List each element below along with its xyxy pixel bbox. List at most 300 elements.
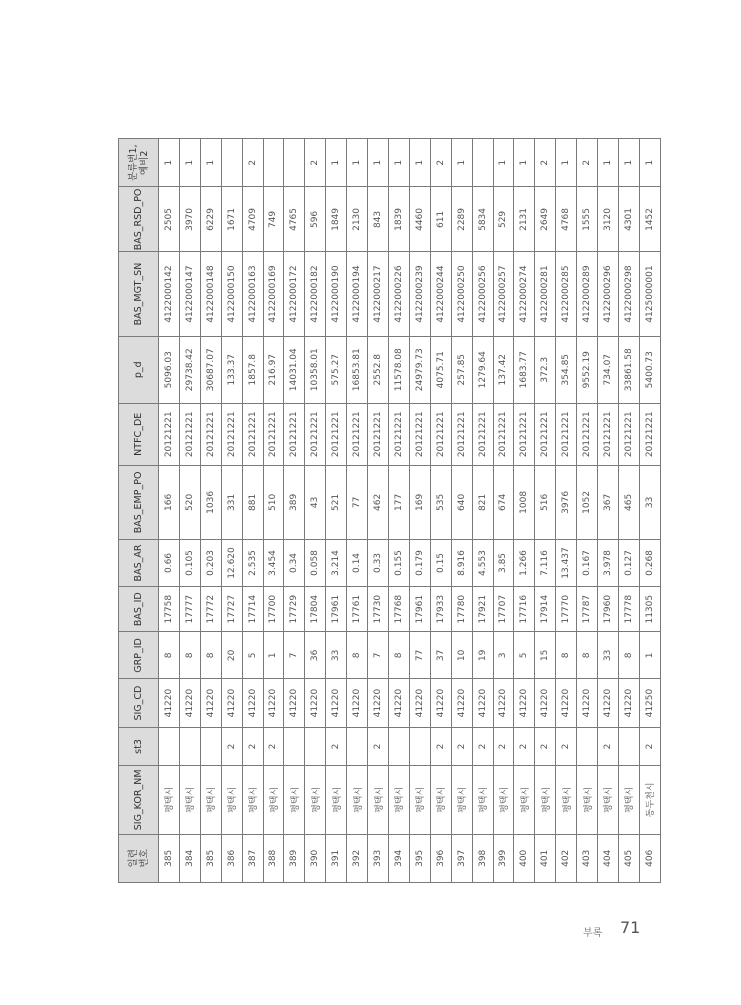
table-cell: 41220 (451, 679, 472, 727)
table-cell: 2 (493, 727, 514, 765)
table-cell: 0.33 (368, 540, 389, 587)
table-cell (347, 727, 368, 765)
table-cell: 406 (639, 834, 660, 882)
table-cell: 4122000217 (368, 252, 389, 336)
table-cell: 393 (368, 834, 389, 882)
rotated-table-wrapper (118, 138, 657, 883)
table-cell: 2 (221, 727, 242, 765)
table-cell: 11578.08 (388, 336, 409, 403)
table-cell: 674 (493, 465, 514, 539)
table-row (242, 139, 263, 883)
table-cell: 24979.73 (409, 336, 430, 403)
table-cell: 8.916 (451, 540, 472, 587)
table-cell: 4122000190 (326, 252, 347, 336)
table-cell: 529 (493, 187, 514, 252)
table-cell: 5834 (472, 187, 493, 252)
table-cell: 401 (535, 834, 556, 882)
table-header-row (119, 139, 159, 883)
table-cell: 392 (347, 834, 368, 882)
table-cell: 2649 (535, 187, 556, 252)
table-cell: 평택시 (618, 766, 639, 835)
table-cell: 5 (514, 632, 535, 679)
table-cell: 2 (639, 727, 660, 765)
table-cell: 2 (305, 139, 326, 187)
table-cell: 1 (326, 139, 347, 187)
table-cell: 4122000281 (535, 252, 556, 336)
table-cell: 133.37 (221, 336, 242, 403)
page-number: 71 (620, 918, 641, 937)
table-cell: 388 (263, 834, 284, 882)
table-cell: 1857.8 (242, 336, 263, 403)
column-header: BAS_MGT_SN (119, 252, 159, 336)
table-cell: 2 (263, 727, 284, 765)
table-cell: 4122000182 (305, 252, 326, 336)
column-header: 분류번1, 예비2 (119, 139, 159, 187)
table-cell: 2131 (514, 187, 535, 252)
table-cell: 77 (409, 632, 430, 679)
table-cell: 5 (242, 632, 263, 679)
table-cell: 3120 (598, 187, 619, 252)
table-cell: 0.14 (347, 540, 368, 587)
table-cell: 41220 (514, 679, 535, 727)
table-cell: 20121221 (242, 403, 263, 465)
table-cell: 2289 (451, 187, 472, 252)
table-cell: 20121221 (159, 403, 180, 465)
column-header: BAS_ID (119, 586, 159, 632)
table-cell: 8 (388, 632, 409, 679)
table-cell: 3976 (556, 465, 577, 539)
table-cell: 4075.71 (430, 336, 451, 403)
table-cell: 4460 (409, 187, 430, 252)
table-cell: 177 (388, 465, 409, 539)
table-cell: 1452 (639, 187, 660, 252)
table-cell: 1052 (577, 465, 598, 539)
table-cell: 394 (388, 834, 409, 882)
table-cell: 평택시 (451, 766, 472, 835)
table-row (368, 139, 389, 883)
table-row (159, 139, 180, 883)
table-cell: 17700 (263, 586, 284, 632)
table-cell: 2 (430, 727, 451, 765)
table-cell: 17727 (221, 586, 242, 632)
table-cell: 평택시 (388, 766, 409, 835)
table-cell: 41220 (326, 679, 347, 727)
table-cell (409, 727, 430, 765)
table-cell: 17961 (409, 586, 430, 632)
table-cell: 37 (430, 632, 451, 679)
table-cell: 17770 (556, 586, 577, 632)
table-cell: 402 (556, 834, 577, 882)
data-table (118, 138, 661, 883)
table-row (618, 139, 639, 883)
table-cell: 41220 (263, 679, 284, 727)
table-cell: 7 (368, 632, 389, 679)
table-cell: 4122000289 (577, 252, 598, 336)
table-cell: 4122000257 (493, 252, 514, 336)
table-cell: 734.07 (598, 336, 619, 403)
table-cell: 354.85 (556, 336, 577, 403)
table-cell: 33 (598, 632, 619, 679)
table-cell: 19 (472, 632, 493, 679)
table-cell: 8 (200, 632, 221, 679)
table-cell: 611 (430, 187, 451, 252)
table-cell: 2 (368, 727, 389, 765)
table-cell: 462 (368, 465, 389, 539)
table-cell: 33861.58 (618, 336, 639, 403)
table-cell: 41220 (179, 679, 200, 727)
table-cell: 41220 (200, 679, 221, 727)
table-cell: 4122000148 (200, 252, 221, 336)
table-cell (618, 727, 639, 765)
table-cell: 404 (598, 834, 619, 882)
table-cell: 20121221 (535, 403, 556, 465)
table-cell: 17716 (514, 586, 535, 632)
table-cell: 20121221 (347, 403, 368, 465)
table-row (598, 139, 619, 883)
table-cell: 2552.8 (368, 336, 389, 403)
table-cell: 16853.81 (347, 336, 368, 403)
table-cell (284, 727, 305, 765)
table-cell: 17921 (472, 586, 493, 632)
table-cell: 10 (451, 632, 472, 679)
table-cell: 평택시 (577, 766, 598, 835)
table-cell: 1555 (577, 187, 598, 252)
table-cell: 0.66 (159, 540, 180, 587)
table-cell: 521 (326, 465, 347, 539)
table-cell: 4122000169 (263, 252, 284, 336)
table-cell: 391 (326, 834, 347, 882)
table-cell: 0.203 (200, 540, 221, 587)
column-header: p_d (119, 336, 159, 403)
table-cell: 2 (472, 727, 493, 765)
table-cell: 3.454 (263, 540, 284, 587)
table-cell: 20121221 (472, 403, 493, 465)
table-cell: 4122000296 (598, 252, 619, 336)
table-cell: 399 (493, 834, 514, 882)
table-cell: 평택시 (556, 766, 577, 835)
table-cell: 17961 (326, 586, 347, 632)
table-cell: 843 (368, 187, 389, 252)
table-cell: 1 (409, 139, 430, 187)
table-row (347, 139, 368, 883)
table-cell: 41220 (430, 679, 451, 727)
table-cell: 20121221 (200, 403, 221, 465)
table-cell: 3.978 (598, 540, 619, 587)
table-cell: 평택시 (514, 766, 535, 835)
table-cell: 640 (451, 465, 472, 539)
table-cell: 30687.07 (200, 336, 221, 403)
table-cell: 17714 (242, 586, 263, 632)
table-row (263, 139, 284, 883)
table-cell: 10358.01 (305, 336, 326, 403)
table-cell: 17707 (493, 586, 514, 632)
table-cell: 1 (618, 139, 639, 187)
table-cell: 41220 (242, 679, 263, 727)
table-cell: 372.3 (535, 336, 556, 403)
table-cell: 2 (598, 727, 619, 765)
table-cell: 8 (618, 632, 639, 679)
table-cell: 405 (618, 834, 639, 882)
table-cell (388, 727, 409, 765)
table-row (284, 139, 305, 883)
table-cell: 5400.73 (639, 336, 660, 403)
table-cell: 20121221 (618, 403, 639, 465)
table-body (159, 139, 661, 883)
table-cell: 1 (388, 139, 409, 187)
table-cell (305, 727, 326, 765)
table-cell: 20121221 (577, 403, 598, 465)
table-cell: 77 (347, 465, 368, 539)
table-row (514, 139, 535, 883)
table-cell: 1 (493, 139, 514, 187)
column-header: BAS_EMP_PO (119, 465, 159, 539)
table-cell: 4122000150 (221, 252, 242, 336)
column-header: SIG_CD (119, 679, 159, 727)
table-cell: 367 (598, 465, 619, 539)
table-cell: 7.116 (535, 540, 556, 587)
table-cell: 동두천시 (639, 766, 660, 835)
table-cell: 20121221 (639, 403, 660, 465)
table-cell: 2 (326, 727, 347, 765)
table-cell: 4765 (284, 187, 305, 252)
table-cell: 0.268 (639, 540, 660, 587)
table-cell: 398 (472, 834, 493, 882)
table-cell: 17761 (347, 586, 368, 632)
table-cell: 385 (159, 834, 180, 882)
table-cell: 17768 (388, 586, 409, 632)
table-cell: 8 (179, 632, 200, 679)
table-cell: 17960 (598, 586, 619, 632)
table-cell: 1 (200, 139, 221, 187)
table-cell: 397 (451, 834, 472, 882)
table-cell: 400 (514, 834, 535, 882)
table-cell: 0.127 (618, 540, 639, 587)
table-cell: 17730 (368, 586, 389, 632)
table-cell: 41220 (409, 679, 430, 727)
column-header: BAS_RSD_PO (119, 187, 159, 252)
table-cell: 17778 (618, 586, 639, 632)
table-cell: 평택시 (472, 766, 493, 835)
table-cell: 0.179 (409, 540, 430, 587)
table-row (430, 139, 451, 883)
table-cell: 1 (451, 139, 472, 187)
table-cell: 8 (577, 632, 598, 679)
table-cell: 41220 (368, 679, 389, 727)
table-cell: 20121221 (598, 403, 619, 465)
table-cell: 41220 (493, 679, 514, 727)
table-row (577, 139, 598, 883)
table-cell: 4122000244 (430, 252, 451, 336)
table-cell: 20121221 (451, 403, 472, 465)
table-cell: 41220 (535, 679, 556, 727)
column-header: st3 (119, 727, 159, 765)
table-cell: 17933 (430, 586, 451, 632)
table-cell: 1 (556, 139, 577, 187)
column-header: BAS_AR (119, 540, 159, 587)
table-cell: 평택시 (598, 766, 619, 835)
table-cell: 596 (305, 187, 326, 252)
table-cell: 4122000285 (556, 252, 577, 336)
table-cell: 20121221 (305, 403, 326, 465)
table-cell: 8 (347, 632, 368, 679)
table-cell: 33 (639, 465, 660, 539)
table-cell: 4301 (618, 187, 639, 252)
table-cell: 20 (221, 632, 242, 679)
table-cell: 41220 (388, 679, 409, 727)
table-cell: 1.266 (514, 540, 535, 587)
table-cell: 평택시 (221, 766, 242, 835)
table-cell: 2 (535, 139, 556, 187)
table-cell: 465 (618, 465, 639, 539)
table-cell: 1849 (326, 187, 347, 252)
table-cell: 20121221 (368, 403, 389, 465)
table-cell (179, 727, 200, 765)
table-cell: 20121221 (493, 403, 514, 465)
table-cell: 20121221 (556, 403, 577, 465)
table-cell: 4122000250 (451, 252, 472, 336)
table-cell: 0.15 (430, 540, 451, 587)
table-cell: 1008 (514, 465, 535, 539)
table-cell: 14031.04 (284, 336, 305, 403)
table-cell: 43 (305, 465, 326, 539)
footer-section-label: 부록 (583, 928, 603, 939)
table-cell: 2 (451, 727, 472, 765)
table-cell: 385 (200, 834, 221, 882)
table-cell: 4122000256 (472, 252, 493, 336)
table-cell: 41220 (347, 679, 368, 727)
table-cell: 41220 (221, 679, 242, 727)
table-cell: 0.34 (284, 540, 305, 587)
column-header: SIG_KOR_NM (119, 766, 159, 835)
table-cell: 2 (430, 139, 451, 187)
table-cell: 41220 (305, 679, 326, 727)
table-cell: 1839 (388, 187, 409, 252)
table-cell: 1 (263, 632, 284, 679)
table-cell: 4122000142 (159, 252, 180, 336)
table-cell: 41220 (598, 679, 619, 727)
table-cell: 15 (535, 632, 556, 679)
table-row (326, 139, 347, 883)
table-cell: 11305 (639, 586, 660, 632)
table-cell: 20121221 (284, 403, 305, 465)
table-cell: 396 (430, 834, 451, 882)
table-row (221, 139, 242, 883)
table-cell: 20121221 (388, 403, 409, 465)
table-cell (200, 727, 221, 765)
table-cell: 2505 (159, 187, 180, 252)
table-cell: 881 (242, 465, 263, 539)
table-cell: 17729 (284, 586, 305, 632)
table-cell: 2 (514, 727, 535, 765)
table-cell: 41220 (284, 679, 305, 727)
table-cell: 17772 (200, 586, 221, 632)
table-cell: 4122000172 (284, 252, 305, 336)
table-cell: 3970 (179, 187, 200, 252)
table-cell: 3 (493, 632, 514, 679)
table-cell: 535 (430, 465, 451, 539)
table-cell: 평택시 (200, 766, 221, 835)
table-row (409, 139, 430, 883)
table-cell: 4768 (556, 187, 577, 252)
table-cell: 17758 (159, 586, 180, 632)
table-cell: 575.27 (326, 336, 347, 403)
column-header: NTFC_DE (119, 403, 159, 465)
table-cell: 평택시 (409, 766, 430, 835)
table-cell: 520 (179, 465, 200, 539)
table-cell: 4122000274 (514, 252, 535, 336)
table-cell: 3.214 (326, 540, 347, 587)
table-cell: 20121221 (430, 403, 451, 465)
table-cell: 평택시 (347, 766, 368, 835)
table-cell: 4709 (242, 187, 263, 252)
table-cell (472, 139, 493, 187)
table-cell: 평택시 (179, 766, 200, 835)
table-cell: 2130 (347, 187, 368, 252)
table-cell: 7 (284, 632, 305, 679)
table-cell: 0.058 (305, 540, 326, 587)
table-cell: 1 (368, 139, 389, 187)
table-cell: 0.167 (577, 540, 598, 587)
table-row (388, 139, 409, 883)
table-cell: 821 (472, 465, 493, 539)
table-cell: 평택시 (159, 766, 180, 835)
table-cell: 6229 (200, 187, 221, 252)
table-cell: 12.620 (221, 540, 242, 587)
table-cell: 평택시 (242, 766, 263, 835)
table-cell: 20121221 (179, 403, 200, 465)
table-cell: 41220 (159, 679, 180, 727)
table-cell: 17787 (577, 586, 598, 632)
table-cell: 1279.64 (472, 336, 493, 403)
table-cell: 8 (159, 632, 180, 679)
table-cell: 3.85 (493, 540, 514, 587)
table-cell: 17914 (535, 586, 556, 632)
table-cell: 20121221 (409, 403, 430, 465)
table-cell: 20121221 (326, 403, 347, 465)
table-row (556, 139, 577, 883)
table-cell: 평택시 (493, 766, 514, 835)
table-cell: 4122000147 (179, 252, 200, 336)
table-cell: 510 (263, 465, 284, 539)
table-cell: 1 (347, 139, 368, 187)
table-cell: 1036 (200, 465, 221, 539)
table-row (472, 139, 493, 883)
table-cell: 41220 (472, 679, 493, 727)
table-cell: 4122000163 (242, 252, 263, 336)
table-cell (577, 727, 598, 765)
table-cell: 41220 (618, 679, 639, 727)
table-cell: 20121221 (514, 403, 535, 465)
table-cell: 4122000226 (388, 252, 409, 336)
table-cell (263, 139, 284, 187)
table-cell: 216.97 (263, 336, 284, 403)
table-cell: 평택시 (263, 766, 284, 835)
table-cell: 4122000239 (409, 252, 430, 336)
table-cell: 2 (242, 139, 263, 187)
table-cell: 20121221 (221, 403, 242, 465)
table-cell: 749 (263, 187, 284, 252)
column-header: GRP_ID (119, 632, 159, 679)
table-cell: 20121221 (263, 403, 284, 465)
column-header: 일련 번호 (119, 834, 159, 882)
table-cell: 17780 (451, 586, 472, 632)
table-cell: 403 (577, 834, 598, 882)
table-cell: 4125000001 (639, 252, 660, 336)
table-cell: 41220 (577, 679, 598, 727)
table-cell: 평택시 (430, 766, 451, 835)
table-cell: 2 (556, 727, 577, 765)
table-cell: 1 (639, 632, 660, 679)
